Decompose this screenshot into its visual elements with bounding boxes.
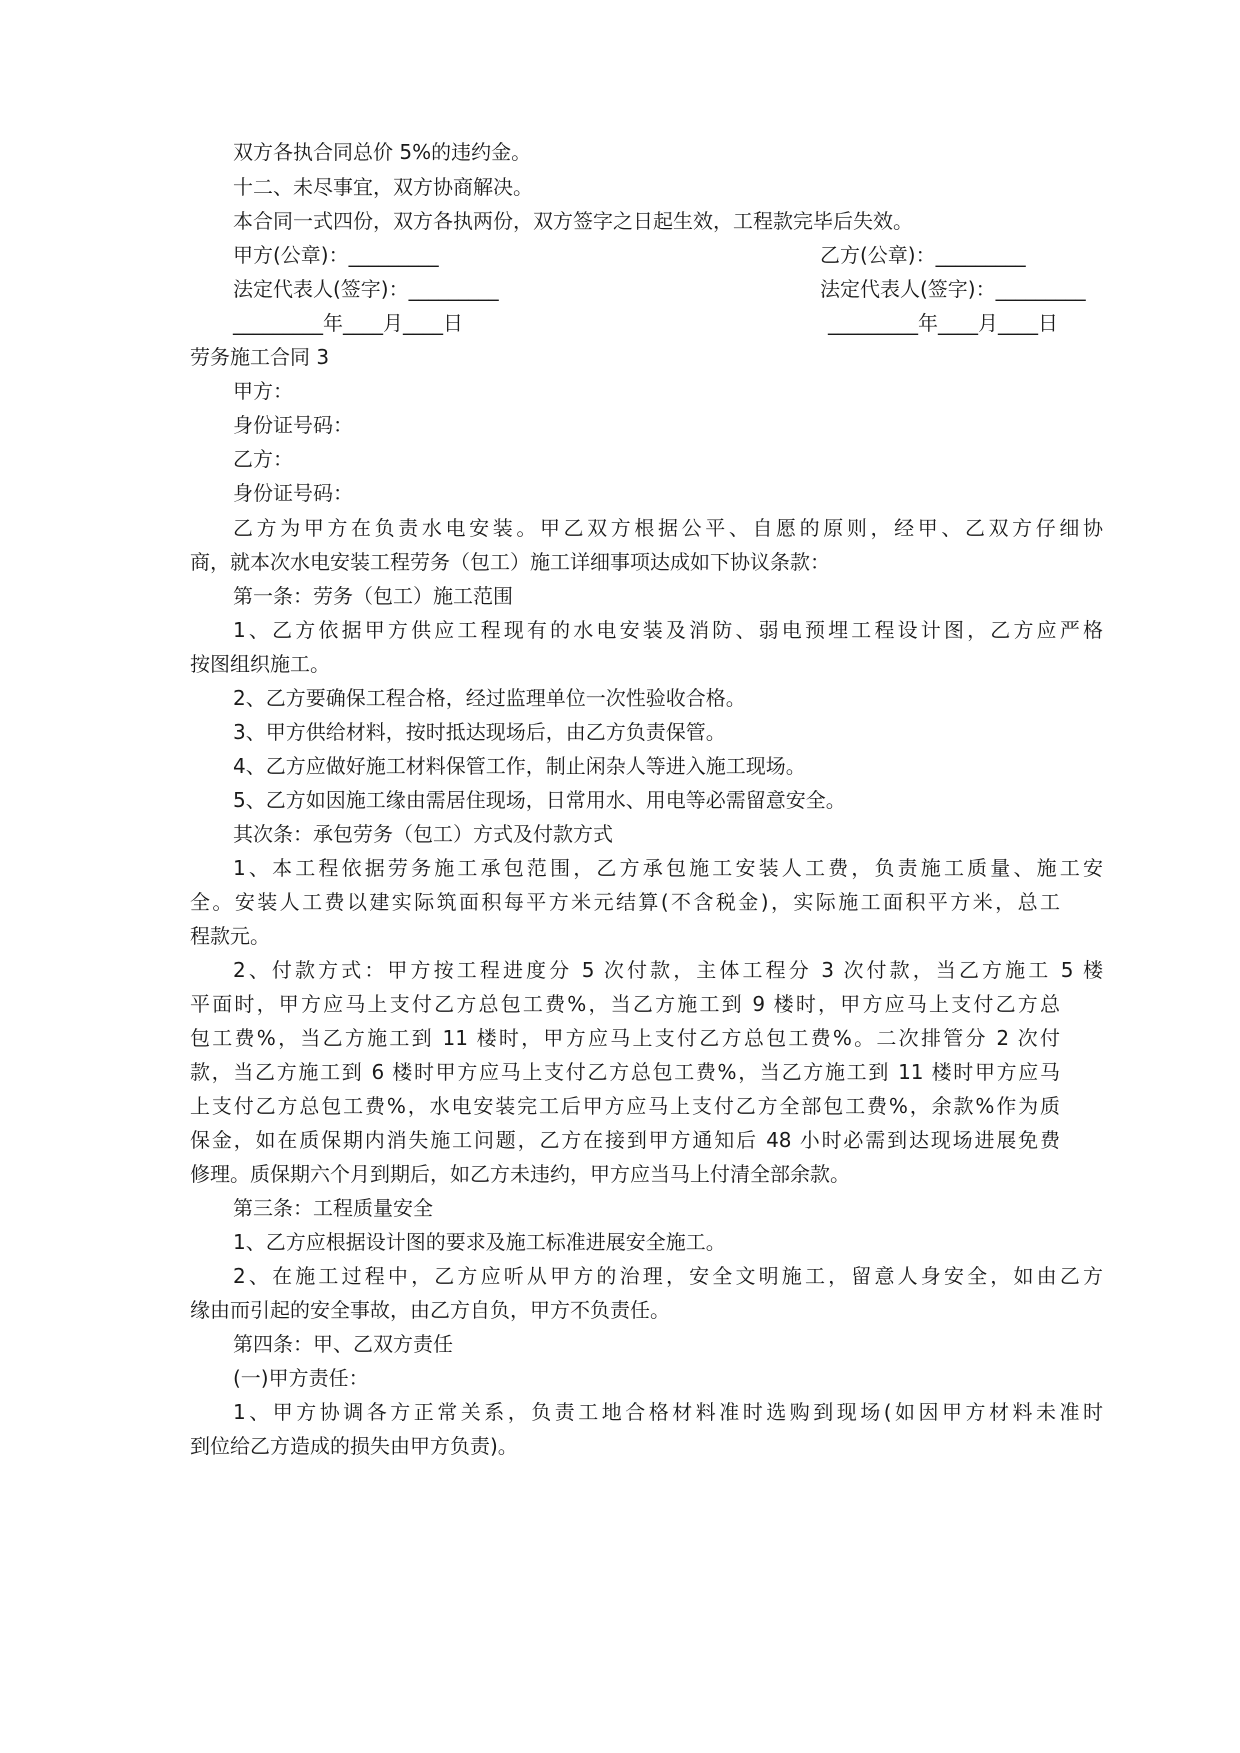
party-b-label: 乙方： bbox=[233, 447, 293, 471]
article-2-item-1-line-2: 全。安装人工费以建实际筑面积每平方米元结算(不含税金)，实际施工面积平方米，总工 bbox=[190, 890, 1060, 914]
preamble-line-1: 乙方为甲方在负责水电安装。甲乙双方根据公平、自愿的原则，经甲、乙双方仔细协 bbox=[233, 516, 1103, 540]
article-2-item-1-line-3: 程款元。 bbox=[190, 924, 270, 948]
party-b-id-label: 身份证号码： bbox=[233, 481, 353, 505]
party-b-date-field: _________年____月____日 bbox=[828, 311, 1058, 335]
article-2-item-1-line-1: 1、本工程依据劳务施工承包范围，乙方承包施工安装人工费，负责施工质量、施工安 bbox=[233, 856, 1103, 880]
article-4-item-1-line-1: 1、甲方协调各方正常关系，负责工地合格材料准时选购到现场(如因甲方材料未准时 bbox=[233, 1400, 1103, 1424]
article-2-item-2-line-7: 修理。质保期六个月到期后，如乙方未违约，甲方应当马上付清全部余款。 bbox=[190, 1162, 850, 1186]
article-1-item-2: 2、乙方要确保工程合格，经过监理单位一次性验收合格。 bbox=[233, 686, 746, 710]
party-a-representative-field: 法定代表人(签字)：_________ bbox=[233, 277, 499, 301]
party-a-date-field: _________年____月____日 bbox=[233, 311, 463, 335]
article-2-item-2-line-6: 保金，如在质保期内消失施工问题，乙方在接到甲方通知后 48 小时必需到达现场进展免费 bbox=[190, 1128, 1060, 1152]
article-2-item-2-line-4: 款，当乙方施工到 6 楼时甲方应马上支付乙方总包工费%，当乙方施工到 11 楼时甲方应马 bbox=[190, 1060, 1060, 1084]
article-4-item-1-line-2: 到位给乙方造成的损失由甲方负责)。 bbox=[190, 1434, 518, 1458]
article-2-item-2-line-2: 平面时，甲方应马上支付乙方总包工费%，当乙方施工到 9 楼时，甲方应马上支付乙方总 bbox=[190, 992, 1060, 1016]
article-1-item-4: 4、乙方应做好施工材料保管工作，制止闲杂人等进入施工现场。 bbox=[233, 754, 806, 778]
party-b-representative-field: 法定代表人(签字)：_________ bbox=[820, 277, 1086, 301]
date-row bbox=[190, 308, 1103, 338]
article-1-item-1-line-1: 1、乙方依据甲方供应工程现有的水电安装及消防、弱电预埋工程设计图，乙方应严格 bbox=[233, 618, 1103, 642]
article-1-item-3: 3、甲方供给材料，按时抵达现场后，由乙方负责保管。 bbox=[233, 720, 726, 744]
preamble-line-2: 商，就本次水电安装工程劳务（包工）施工详细事项达成如下协议条款： bbox=[190, 550, 830, 574]
clause-twelve: 十二、未尽事宜，双方协商解决。 bbox=[233, 175, 533, 199]
article-2-item-2-line-1: 2、付款方式：甲方按工程进度分 5 次付款，主体工程分 3 次付款，当乙方施工 5 楼 bbox=[233, 958, 1103, 982]
article-3-title: 第三条：工程质量安全 bbox=[233, 1196, 433, 1220]
article-1-item-1-line-2: 按图组织施工。 bbox=[190, 652, 330, 676]
party-b-seal-field: 乙方(公章)：_________ bbox=[820, 243, 1026, 267]
article-4-subsection-a: (一)甲方责任： bbox=[233, 1366, 369, 1390]
party-a-id-label: 身份证号码： bbox=[233, 413, 353, 437]
validity-clause: 本合同一式四份，双方各执两份，双方签字之日起生效，工程款完毕后失效。 bbox=[233, 209, 913, 233]
contract-title: 劳务施工合同 3 bbox=[190, 345, 330, 369]
article-3-item-2-line-2: 缘由而引起的安全事故，由乙方自负，甲方不负责任。 bbox=[190, 1298, 670, 1322]
article-1-title: 第一条：劳务（包工）施工范围 bbox=[233, 584, 513, 608]
article-1-item-5: 5、乙方如因施工缘由需居住现场，日常用水、用电等必需留意安全。 bbox=[233, 788, 846, 812]
article-2-item-2-line-3: 包工费%，当乙方施工到 11 楼时，甲方应马上支付乙方总包工费%。二次排管分 2 次付 bbox=[190, 1026, 1060, 1050]
representative-row bbox=[190, 274, 1103, 304]
seal-row bbox=[190, 240, 1103, 270]
article-3-item-2-line-1: 2、在施工过程中，乙方应听从甲方的治理，安全文明施工，留意人身安全，如由乙方 bbox=[233, 1264, 1103, 1288]
party-a-seal-field: 甲方(公章)：_________ bbox=[233, 243, 439, 267]
article-2-item-2-line-5: 上支付乙方总包工费%，水电安装完工后甲方应马上支付乙方全部包工费%，余款%作为质 bbox=[190, 1094, 1060, 1118]
article-3-item-1: 1、乙方应根据设计图的要求及施工标准进展安全施工。 bbox=[233, 1230, 726, 1254]
article-2-title: 其次条：承包劳务（包工）方式及付款方式 bbox=[233, 822, 613, 846]
article-4-title: 第四条：甲、乙双方责任 bbox=[233, 1332, 453, 1356]
party-a-label: 甲方： bbox=[233, 379, 293, 403]
penalty-line: 双方各执合同总价 5%的违约金。 bbox=[233, 140, 532, 164]
